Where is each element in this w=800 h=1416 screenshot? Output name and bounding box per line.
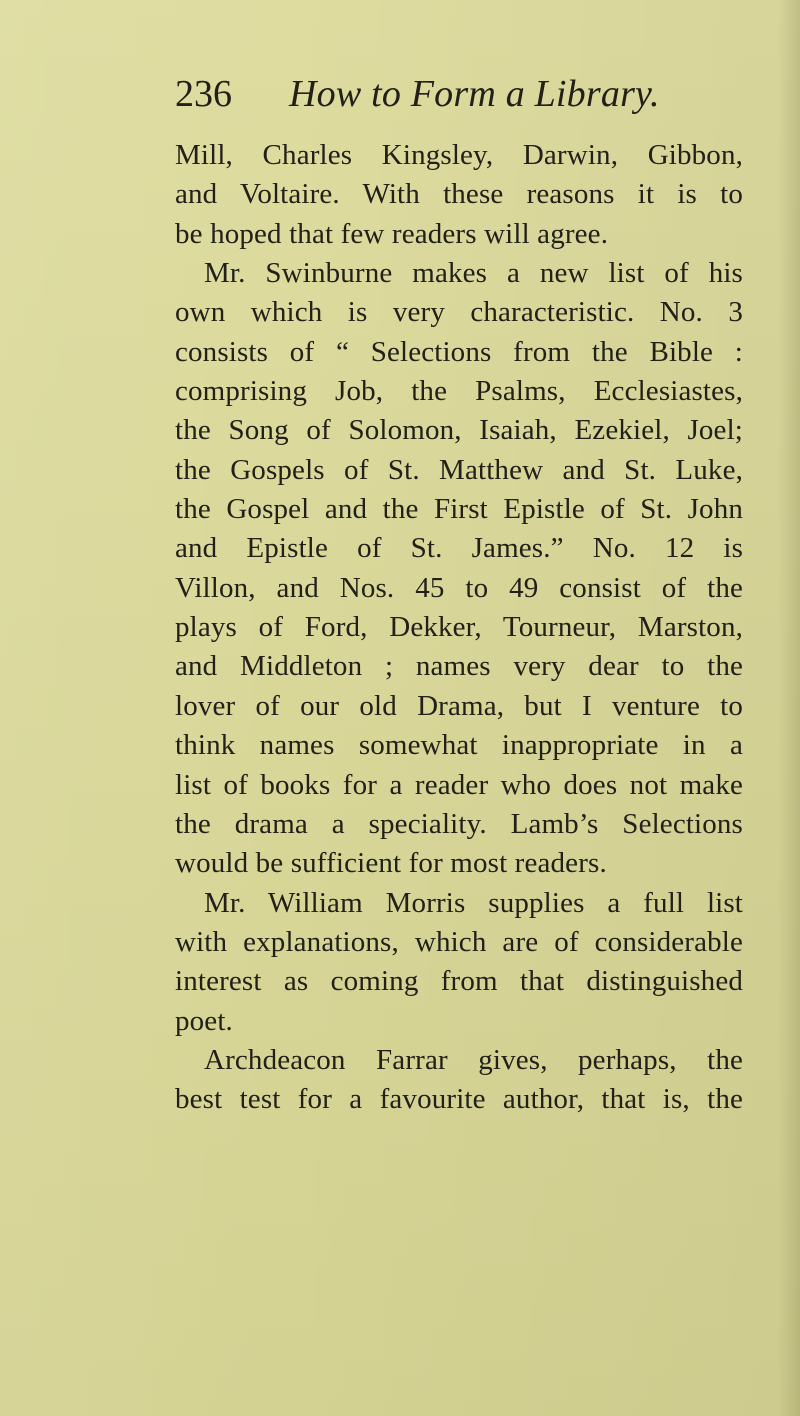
text-line: lover of our old Drama, but I venture to xyxy=(175,689,743,722)
text-line: and Middleton ; names very dear to the xyxy=(175,650,743,683)
page-header xyxy=(175,68,665,120)
text-line: the Song of Solomon, Isaiah, Ezekiel, Joel; xyxy=(175,414,743,447)
text-line: think names somewhat inappropriate in a xyxy=(175,729,743,762)
text-line: the Gospels of St. Matthew and St. Luke, xyxy=(175,453,743,486)
text-line: with explanations, which are of considerable xyxy=(175,925,743,958)
running-title: How to Form a Library. xyxy=(289,73,660,115)
page-edge-shadow xyxy=(778,0,800,1416)
text-line: Mr. William Morris supplies a full list xyxy=(204,886,743,919)
text-line: the Gospel and the First Epistle of St. John xyxy=(175,493,743,526)
text-line: and Voltaire. With these reasons it is to xyxy=(175,178,743,211)
text-line: Mill, Charles Kingsley, Darwin, Gibbon, xyxy=(175,139,743,171)
text-line: list of books for a reader who does not make xyxy=(175,768,743,801)
text-line: interest as coming from that distinguished xyxy=(175,965,743,998)
body-text xyxy=(175,136,743,1120)
text-line: the drama a speciality. Lamb’s Selections xyxy=(175,807,743,840)
page-number: 236 xyxy=(175,73,232,115)
text-line: and Epistle of St. James.” No. 12 is xyxy=(175,532,743,565)
text-line: plays of Ford, Dekker, Tourneur, Marston, xyxy=(175,611,743,644)
text-line: Villon, and Nos. 45 to 49 consist of the xyxy=(175,571,743,604)
text-line: would be sufficient for most readers. xyxy=(175,847,607,880)
text-line: consists of “ Selections from the Bible : xyxy=(175,335,743,368)
text-line: poet. xyxy=(175,1004,233,1037)
text-line: best test for a favourite author, that is, the xyxy=(175,1083,743,1116)
text-line: Archdeacon Farrar gives, perhaps, the xyxy=(204,1043,743,1076)
text-line: be hoped that few readers will agree. xyxy=(175,217,609,250)
text-line: comprising Job, the Psalms, Ecclesiastes, xyxy=(175,375,743,408)
text-line: own which is very characteristic. No. 3 xyxy=(175,296,743,329)
text-line: Mr. Swinburne makes a new list of his xyxy=(204,257,743,290)
